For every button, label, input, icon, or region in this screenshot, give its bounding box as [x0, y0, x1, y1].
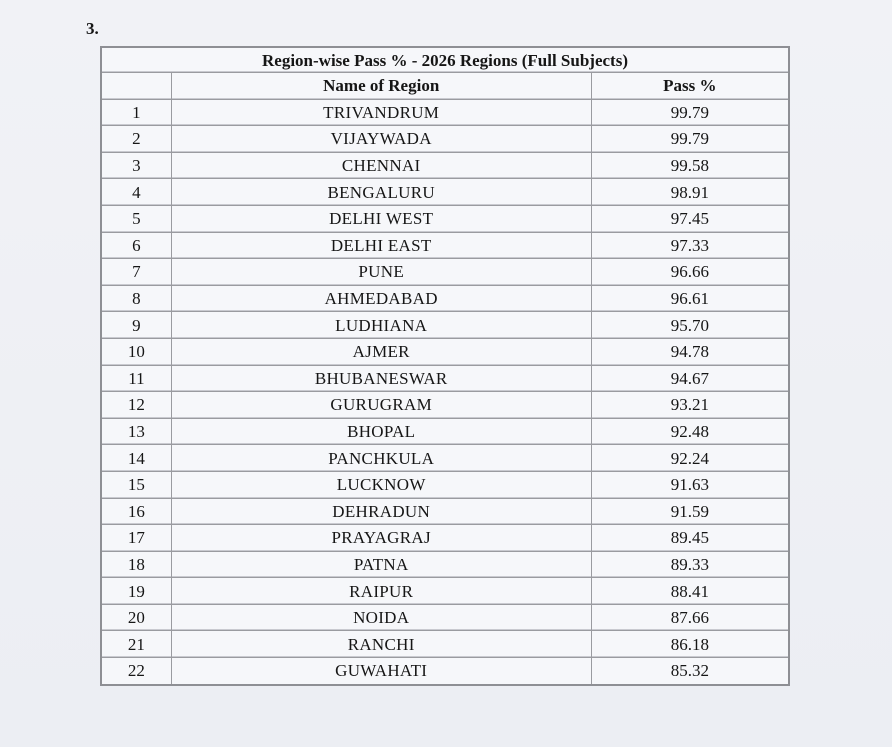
pass-cell: 86.18 — [592, 631, 788, 658]
section-number: 3. — [86, 19, 99, 38]
table-row — [102, 339, 788, 366]
table-row — [102, 605, 788, 632]
region-cell: AHMEDABAD — [172, 286, 592, 313]
table-row — [102, 100, 788, 127]
region-cell: BHOPAL — [172, 419, 592, 446]
region-cell: DELHI WEST — [172, 206, 592, 233]
table-row — [102, 658, 788, 684]
table-row — [102, 286, 788, 313]
table-row — [102, 552, 788, 579]
header-pass: Pass % — [592, 73, 788, 100]
table-row — [102, 525, 788, 552]
sno-cell: 15 — [102, 472, 172, 499]
region-cell: GUWAHATI — [172, 658, 592, 684]
table-row — [102, 472, 788, 499]
region-cell: RAIPUR — [172, 578, 592, 605]
region-cell: AJMER — [172, 339, 592, 366]
sno-cell: 14 — [102, 445, 172, 472]
pass-cell: 93.21 — [592, 392, 788, 419]
header-sno — [102, 73, 172, 100]
region-cell: CHENNAI — [172, 153, 592, 180]
region-cell: GURUGRAM — [172, 392, 592, 419]
table-row — [102, 499, 788, 526]
sno-cell: 22 — [102, 658, 172, 684]
region-cell: LUDHIANA — [172, 312, 592, 339]
table-title-row — [102, 48, 788, 73]
region-pass-table — [100, 46, 790, 686]
pass-cell: 94.78 — [592, 339, 788, 366]
sno-cell: 11 — [102, 366, 172, 393]
pass-cell: 89.45 — [592, 525, 788, 552]
table-row — [102, 366, 788, 393]
table-body — [102, 48, 788, 684]
table-row — [102, 126, 788, 153]
table-row — [102, 312, 788, 339]
region-cell: PUNE — [172, 259, 592, 286]
table-row — [102, 631, 788, 658]
sno-cell: 3 — [102, 153, 172, 180]
region-cell: NOIDA — [172, 605, 592, 632]
pass-cell: 87.66 — [592, 605, 788, 632]
sno-cell: 2 — [102, 126, 172, 153]
pass-cell: 94.67 — [592, 366, 788, 393]
sno-cell: 12 — [102, 392, 172, 419]
pass-cell: 89.33 — [592, 552, 788, 579]
pass-cell: 96.66 — [592, 259, 788, 286]
table-row — [102, 419, 788, 446]
pass-cell: 99.79 — [592, 126, 788, 153]
table-row — [102, 392, 788, 419]
pass-cell: 91.63 — [592, 472, 788, 499]
sno-cell: 17 — [102, 525, 172, 552]
pass-cell: 97.45 — [592, 206, 788, 233]
table-row — [102, 206, 788, 233]
pass-cell: 92.48 — [592, 419, 788, 446]
region-cell: TRIVANDRUM — [172, 100, 592, 127]
pass-cell: 95.70 — [592, 312, 788, 339]
pass-cell: 85.32 — [670, 661, 709, 681]
region-cell: PRAYAGRAJ — [172, 525, 592, 552]
region-cell: PATNA — [172, 552, 592, 579]
sno-cell: 7 — [102, 259, 172, 286]
table-row — [102, 445, 788, 472]
sno-cell: 8 — [102, 286, 172, 313]
table-title: Region-wise Pass % - 2026 Regions (Full Subjects) — [102, 48, 788, 73]
table-row — [102, 233, 788, 260]
sno-cell: 21 — [102, 631, 172, 658]
table-header-row — [102, 73, 788, 100]
region-cell: RANCHI — [172, 631, 592, 658]
region-cell: LUCKNOW — [172, 472, 592, 499]
sno-cell: 16 — [102, 499, 172, 526]
pass-cell: 99.58 — [592, 153, 788, 180]
pass-cell: 97.33 — [592, 233, 788, 260]
sno-cell: 5 — [102, 206, 172, 233]
sno-cell: 20 — [102, 605, 172, 632]
table-row — [102, 578, 788, 605]
pass-cell: 92.24 — [592, 445, 788, 472]
region-cell: DEHRADUN — [172, 499, 592, 526]
pass-cell: 96.61 — [592, 286, 788, 313]
sno-cell: 13 — [102, 419, 172, 446]
sno-cell: 18 — [102, 552, 172, 579]
region-cell: BENGALURU — [172, 179, 592, 206]
region-cell: DELHI EAST — [172, 233, 592, 260]
table-row — [102, 259, 788, 286]
pass-cell: 88.41 — [592, 578, 788, 605]
pass-cell: 91.59 — [592, 499, 788, 526]
header-region: Name of Region — [172, 73, 592, 100]
table-row — [102, 153, 788, 180]
region-cell: BHUBANESWAR — [172, 366, 592, 393]
table-row — [102, 179, 788, 206]
region-cell: PANCHKULA — [172, 445, 592, 472]
pass-cell: 98.91 — [592, 179, 788, 206]
sno-cell: 10 — [102, 339, 172, 366]
sno-cell: 9 — [102, 312, 172, 339]
region-cell: VIJAYWADA — [172, 126, 592, 153]
sno-cell: 4 — [102, 179, 172, 206]
sno-cell: 19 — [102, 578, 172, 605]
sno-cell: 6 — [102, 233, 172, 260]
sno-cell: 1 — [102, 100, 172, 127]
pass-cell: 99.79 — [592, 100, 788, 127]
